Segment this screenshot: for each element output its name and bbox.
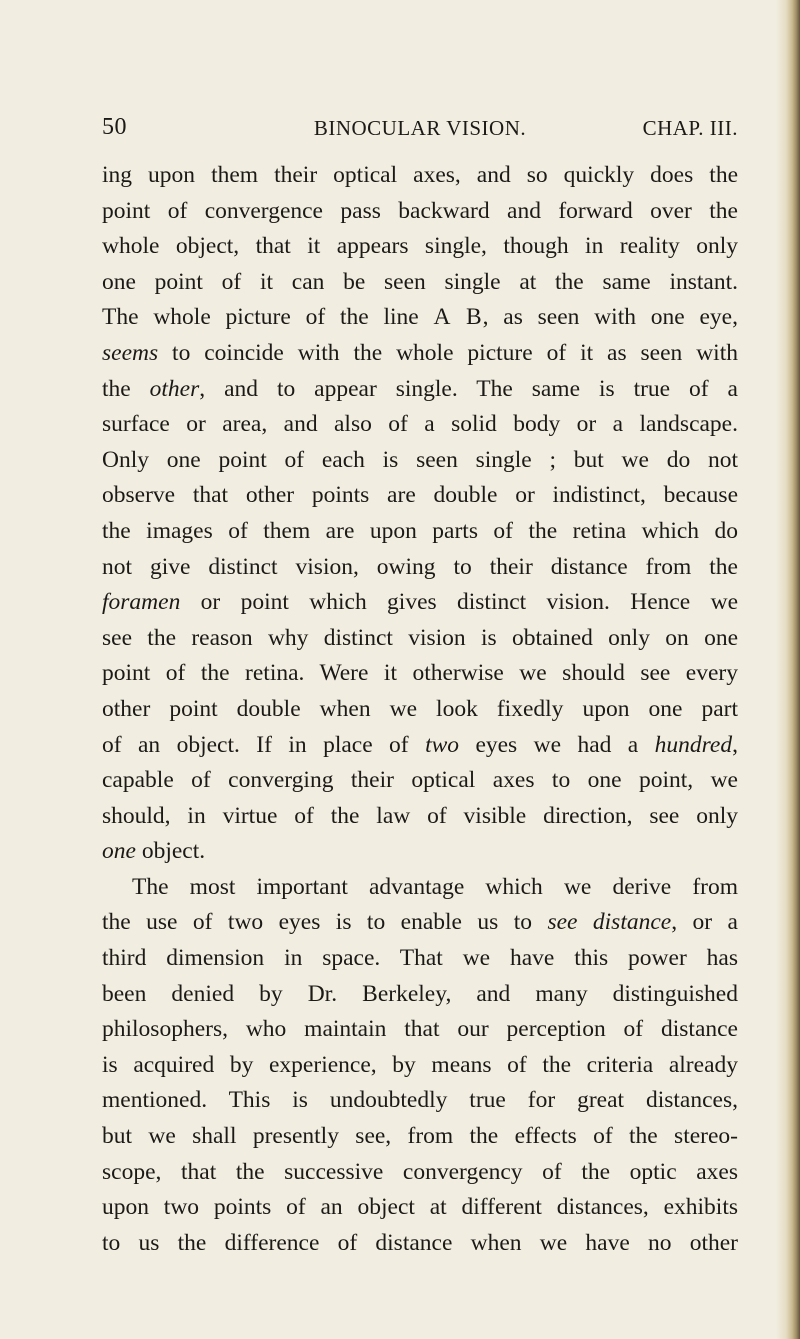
text-line: seems to coincide with the whole picture of it as seen with	[102, 339, 738, 366]
text-line: to us the difference of distance when we have no other	[102, 1229, 738, 1256]
text-line: of an object. If in place of two eyes we had a hundred,	[102, 731, 738, 758]
text-line: been denied by Dr. Berkeley, and many distinguished	[102, 980, 738, 1007]
running-title: BINOCULAR VISION.	[313, 116, 527, 140]
emphasis: hundred	[654, 731, 733, 758]
emphasis: two	[425, 731, 460, 758]
text-line: capable of converging their optical axes to one point, we	[102, 767, 738, 794]
running-head	[102, 114, 738, 148]
text-line: but we shall presently see, from the effects of the stereo-	[102, 1123, 738, 1150]
text-line: whole object, that it appears single, though in reality only	[102, 233, 738, 260]
body-text	[102, 158, 738, 1261]
text-line: the other, and to appear single. The same is true of a	[102, 375, 738, 402]
text-line: observe that other points are double or indistinct, because	[102, 482, 738, 509]
text-line: the images of them are upon parts of the retina which do	[102, 517, 738, 544]
emphasis: one	[102, 838, 136, 865]
emphasis: other	[149, 375, 200, 402]
text-line: third dimension in space. That we have this power has	[102, 945, 738, 972]
text-line: The whole picture of the line A B, as seen with one eye,	[102, 304, 738, 331]
text-line: point of convergence pass backward and forward over the	[102, 197, 738, 224]
text-line: The most important advantage which we derive from	[132, 873, 738, 900]
page-edge-shade	[776, 0, 786, 1339]
text-line: upon two points of an object at different distances, exhibits	[102, 1194, 738, 1221]
line-label-ab: A B	[433, 304, 483, 331]
text-line: foramen or point which gives distinct vision. Hence we	[102, 589, 738, 616]
text-line: mentioned. This is undoubtedly true for great distances,	[102, 1087, 738, 1114]
book-spine-edge	[786, 0, 800, 1339]
text-line: Only one point of each is seen single ; but we do not	[102, 446, 738, 473]
page-number: 50	[102, 114, 127, 140]
emphasis: seems	[102, 339, 159, 366]
text-line: scope, that the successive convergency of the optic axes	[102, 1158, 738, 1185]
text-line: one object.	[102, 838, 206, 865]
text-line: not give distinct vision, owing to their distance from the	[102, 553, 738, 580]
text-line: ing upon them their optical axes, and so quickly does the	[102, 162, 738, 188]
text-line: one point of it can be seen single at the same instant.	[102, 268, 738, 295]
text-line: should, in virtue of the law of visible direction, see only	[102, 802, 738, 829]
text-line: philosophers, who maintain that our perception of distance	[102, 1016, 738, 1043]
text-line: other point double when we look fixedly upon one part	[102, 695, 738, 722]
text-line: see the reason why distinct vision is obtained only on one	[102, 624, 738, 651]
text-line: surface or area, and also of a solid body or a landscape.	[102, 411, 738, 438]
chapter-label: CHAP. III.	[642, 116, 738, 140]
text-line: is acquired by experience, by means of the criteria already	[102, 1051, 738, 1078]
emphasis: see distance	[547, 909, 672, 936]
emphasis: foramen	[102, 589, 181, 616]
text-line: the use of two eyes is to enable us to see distance, or a	[102, 909, 738, 936]
text-line: point of the retina. Were it otherwise we should see every	[102, 660, 738, 687]
